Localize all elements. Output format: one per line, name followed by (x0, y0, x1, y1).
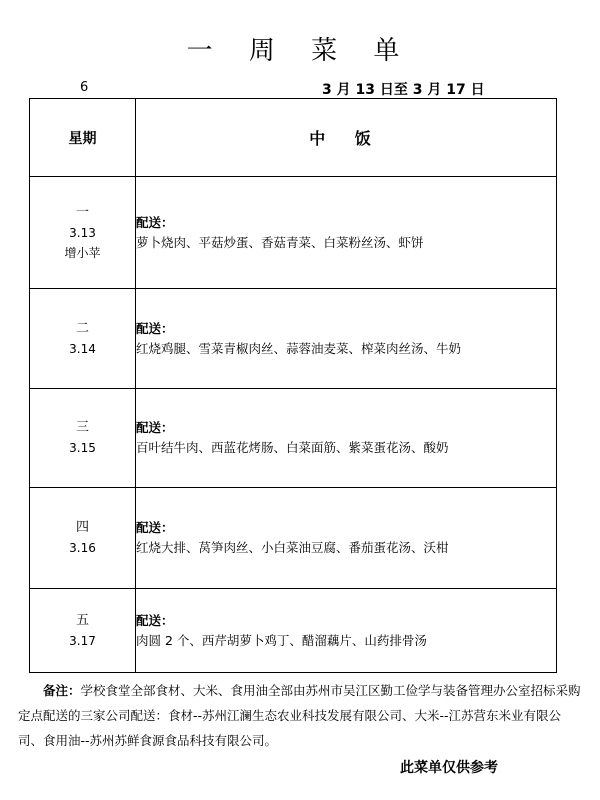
table-row (30, 589, 557, 673)
meal-label: 配送： (136, 420, 174, 435)
day-cell (30, 289, 136, 389)
weekday: 三 (75, 420, 89, 435)
day-cell (30, 589, 136, 673)
weekday: 四 (75, 520, 89, 535)
header-lunch: 中 饭 (136, 99, 557, 177)
table-row (30, 389, 557, 488)
table-header-row (30, 99, 557, 177)
table-row (30, 488, 557, 589)
day-cell (30, 488, 136, 589)
weekday: 一 (75, 204, 89, 220)
meal-dishes: 肉圆 2 个、西芹胡萝卜鸡丁、醋溜藕片、山药排骨汤 (136, 632, 427, 648)
meal-label: 配送： (136, 612, 174, 628)
day-date: 3.16 (69, 541, 96, 555)
note (18, 678, 582, 753)
table-row (30, 177, 557, 289)
meal-cell (136, 589, 557, 673)
meal-cell (136, 289, 557, 389)
meal-dishes: 红烧大排、莴笋肉丝、小白菜油豆腐、番茄蛋花汤、沃柑 (136, 540, 449, 555)
footer-disclaimer: 此菜单仅供参考 (400, 760, 498, 776)
meal-dishes: 萝卜烧肉、平菇炒蛋、香菇青菜、白菜粉丝汤、虾饼 (136, 234, 424, 250)
meal-label: 配送： (136, 520, 174, 535)
meal-label: 配送： (136, 320, 174, 336)
note-text: 学校食堂全部食材、大米、食用油全部由苏州市吴江区勤工俭学与装备管理办公室招标采购定点配送的三家公司配送：食材--苏州江澜生态农业科技发展有限公司、大米--江苏营东米业有限公司、食用油--苏州苏鲜食源食品科技有限公司。 (18, 683, 581, 748)
menu-table (29, 98, 557, 673)
day-cell (30, 177, 136, 289)
day-date: 3.14 (69, 341, 96, 356)
page-title: 一 周 菜 单 (186, 36, 414, 66)
weekday: 二 (75, 320, 89, 336)
meal-dishes: 红烧鸡腿、雪菜青椒肉丝、蒜蓉油麦菜、榨菜肉丝汤、牛奶 (136, 340, 462, 356)
week-number: 6 (80, 80, 89, 95)
day-date: 3.15 (69, 441, 96, 455)
meal-label: 配送： (136, 214, 174, 230)
weekday: 五 (75, 612, 89, 628)
day-extra: 增小苹 (64, 245, 101, 260)
meal-cell (136, 177, 557, 289)
header-day: 星期 (30, 99, 136, 177)
day-date: 3.13 (69, 225, 96, 240)
note-label: 备注： (43, 683, 81, 698)
table-row (30, 289, 557, 389)
date-range: 3 月 13 日至 3 月 17 日 (322, 82, 485, 98)
meal-cell (136, 488, 557, 589)
meal-dishes: 百叶结牛肉、西蓝花烤肠、白菜面筋、紫菜蛋花汤、酸奶 (136, 440, 449, 455)
day-date: 3.17 (69, 633, 96, 648)
day-cell (30, 389, 136, 488)
meal-cell (136, 389, 557, 488)
